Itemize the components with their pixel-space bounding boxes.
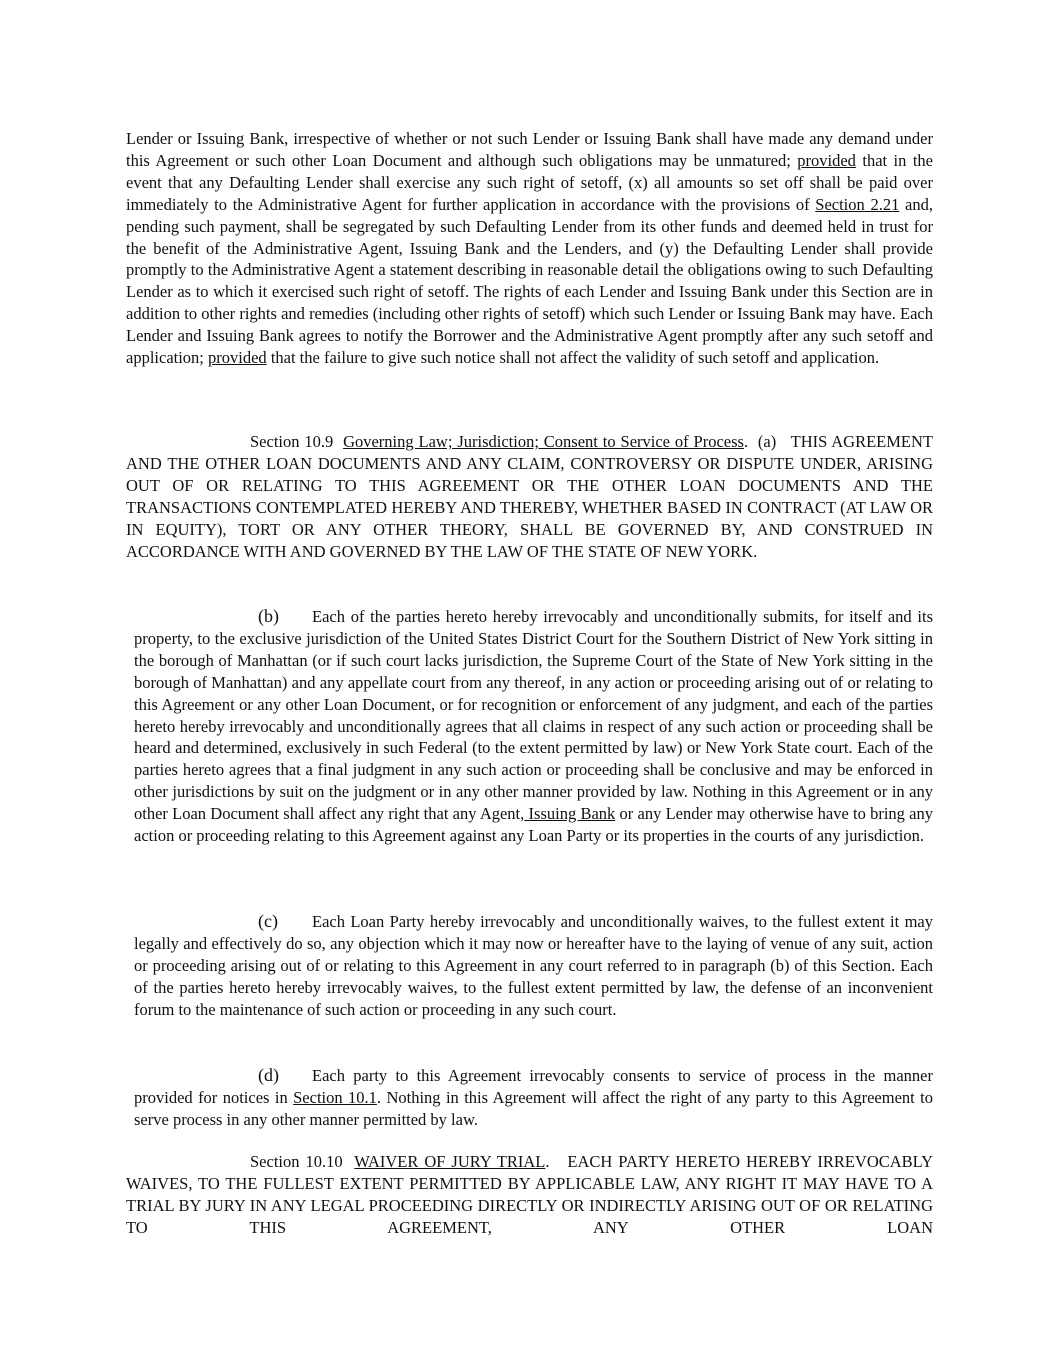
paragraph-text: or any Lender may otherwise have to bring any action or proceeding relating to this Agreement against any Loan Party or its properties in the courts of any jurisdiction. xyxy=(134,804,933,846)
paragraph-d xyxy=(134,1065,933,1131)
paragraph-text: EACH PARTY HERETO HEREBY IRREVOCABLY WAIVES, TO THE FULLEST EXTENT PERMITTED BY APPLICABLE LAW, ANY RIGHT IT MAY HAVE TO A TRIAL BY JURY IN ANY LEGAL PROCEEDING DIRECTLY OR INDIRECTLY ARISING OUT OF OR RELATING TO THIS AGREEMENT, ANY OTHER LOAN xyxy=(126,1152,934,1237)
paragraph-text: Each party to this Agreement irrevocably consents to service of process in the manner provided for notices in xyxy=(134,1066,933,1107)
paragraph-b xyxy=(134,606,933,847)
section-heading: Governing Law; Jurisdiction; Consent to Service of Process xyxy=(343,432,744,451)
paragraph-text: . Nothing in this Agreement will affect the right of any party to this Agreement to serve process in any other manner permitted by law. xyxy=(134,1087,933,1129)
paragraph-text: that the failure to give such notice shall not affect the validity of such setoff and application. xyxy=(266,348,880,368)
section-10-10-paragraph: Section 10.10 WAIVER OF JURY TRIAL. EACH PARTY HERETO HEREBY IRREVOCABLY WAIVES, TO THE FULLEST EXTENT PERMITTED BY APPLICABLE LAW, ANY RIGHT IT MAY HAVE TO A TRIAL BY JURY IN ANY LEGAL PROCEEDING DIRECTLY OR INDIRECTLY ARISING OUT OF OR RELATING TO THIS AGREEMENT, ANY OTHER LOAN xyxy=(126,1152,934,1237)
section-10-9-paragraph-a: Section 10.9 Governing Law; Jurisdiction; Consent to Service of Process. (a) THIS AGREEMENT AND THE OTHER LOAN DOCUMENTS AND ANY CLAIM, CONTROVERSY OR DISPUTE UNDER, ARISING OUT OF OR RELATING TO THIS AGREEMENT OR THE OTHER LOAN DOCUMENTS AND THE TRANSACTIONS CONTEMPLATED HEREBY AND THEREBY, WHETHER BASED IN CONTRACT (AT LAW OR IN EQUITY), TORT OR ANY OTHER THEORY, SHALL BE GOVERNED BY, AND CONSTRUED IN ACCORDANCE WITH AND GOVERNED BY THE LAW OF THE STATE OF NEW YORK. xyxy=(126,432,934,561)
provided-term: provided xyxy=(797,150,856,170)
subsection-label-b: (b) xyxy=(258,606,279,626)
paragraph-c xyxy=(134,911,933,1021)
paragraph-text: that in the event that any Defaulting Lender shall exercise any such right of setoff, (x) all amounts so set off shall be paid over immediately to the Administrative Agent for further application in accordance with the provisions of xyxy=(126,150,933,214)
paragraph-text: Each of the parties hereto hereby irrevocably and unconditionally submits, for itself and its property, to the exclusive jurisdiction of the United States District Court for the Southern District of New York sitting in the borough of Manhattan (or if such court lacks jurisdiction, the Supreme Court of the State of New York sitting in the borough of Manhattan) and any appellate court from any thereof, in any action or proceeding arising out of or relating to this Agreement or any other Loan Document, or for recognition or enforcement of any judgment, and each of the parties hereto hereby irrevocably and unconditionally agrees that all claims in respect of any such action or proceeding shall be heard and determined, exclusively in such Federal (to the extent permitted by law) or New York State court. Each of the parties hereto agrees that a final judgment in any such action or proceeding shall be conclusive and may be enforced in other jurisdictions by suit on the judgment or in any other manner provided by law. Nothing in this Agreement or in any other Loan Document shall affect any right that any Agent, xyxy=(134,607,933,824)
subsection-label-a: (a) xyxy=(757,432,777,451)
section-reference-2-21: Section 2.21 xyxy=(815,194,900,214)
provided-term: provided xyxy=(208,348,267,368)
paragraph-text: and, pending such payment, shall be segregated by such Defaulting Lender from its other funds and deemed held in trust for the benefit of the Administrative Agent, Issuing Bank and the Lenders, and (y) the Defaulting Lender shall provide promptly to the Administrative Agent a statement describing in reasonable detail the obligations owing to such Defaulting Lender as to which it exercised such right of setoff. The rights of each Lender and Issuing Bank under this Section are in addition to other rights and remedies (including other rights of setoff) which such Lender or Issuing Bank may have. Each Lender and Issuing Bank agrees to notify the Borrower and the Administrative Agent promptly after any such setoff and application; xyxy=(126,194,933,368)
issuing-bank-term: Issuing Bank xyxy=(524,804,616,824)
paragraph-text: Lender or Issuing Bank, irrespective of whether or not such Lender or Issuing Bank shall have made any demand under this Agreement or such other Loan Document and although such obligations may be unmatured; xyxy=(126,129,933,170)
subsection-label-c: (c) xyxy=(258,911,278,931)
paragraph-text: Each Loan Party hereby irrevocably and unconditionally waives, to the fullest extent it may legally and effectively do so, any objection which it may now or hereafter have to the laying of venue of any suit, action or proceeding arising out of or relating to this Agreement in any court referred to in paragraph (b) of this Section. Each of the parties hereto hereby irrevocably waives, to the fullest extent permitted by law, the defense of an inconvenient forum to the maintenance of such action or proceeding in any such court. xyxy=(134,912,933,1019)
setoff-continuation-paragraph xyxy=(126,128,933,369)
section-reference-10-1: Section 10.1 xyxy=(293,1087,377,1107)
section-number: Section 10.10 xyxy=(250,1152,343,1171)
paragraph-text: THIS AGREEMENT AND THE OTHER LOAN DOCUMENTS AND ANY CLAIM, CONTROVERSY OR DISPUTE UNDER, ARISING OUT OF OR RELATING TO THIS AGREEMENT OR THE OTHER LOAN DOCUMENTS AND THE TRANSACTIONS CONTEMPLATED HEREBY AND THEREBY, WHETHER BASED IN CONTRACT (AT LAW OR IN EQUITY), TORT OR ANY OTHER THEORY, SHALL BE GOVERNED BY, AND CONSTRUED IN ACCORDANCE WITH AND GOVERNED BY THE LAW OF THE STATE OF NEW YORK. xyxy=(126,432,934,561)
section-number: Section 10.9 xyxy=(250,432,334,451)
subsection-label-d: (d) xyxy=(258,1065,279,1085)
section-heading: WAIVER OF JURY TRIAL xyxy=(354,1152,546,1171)
